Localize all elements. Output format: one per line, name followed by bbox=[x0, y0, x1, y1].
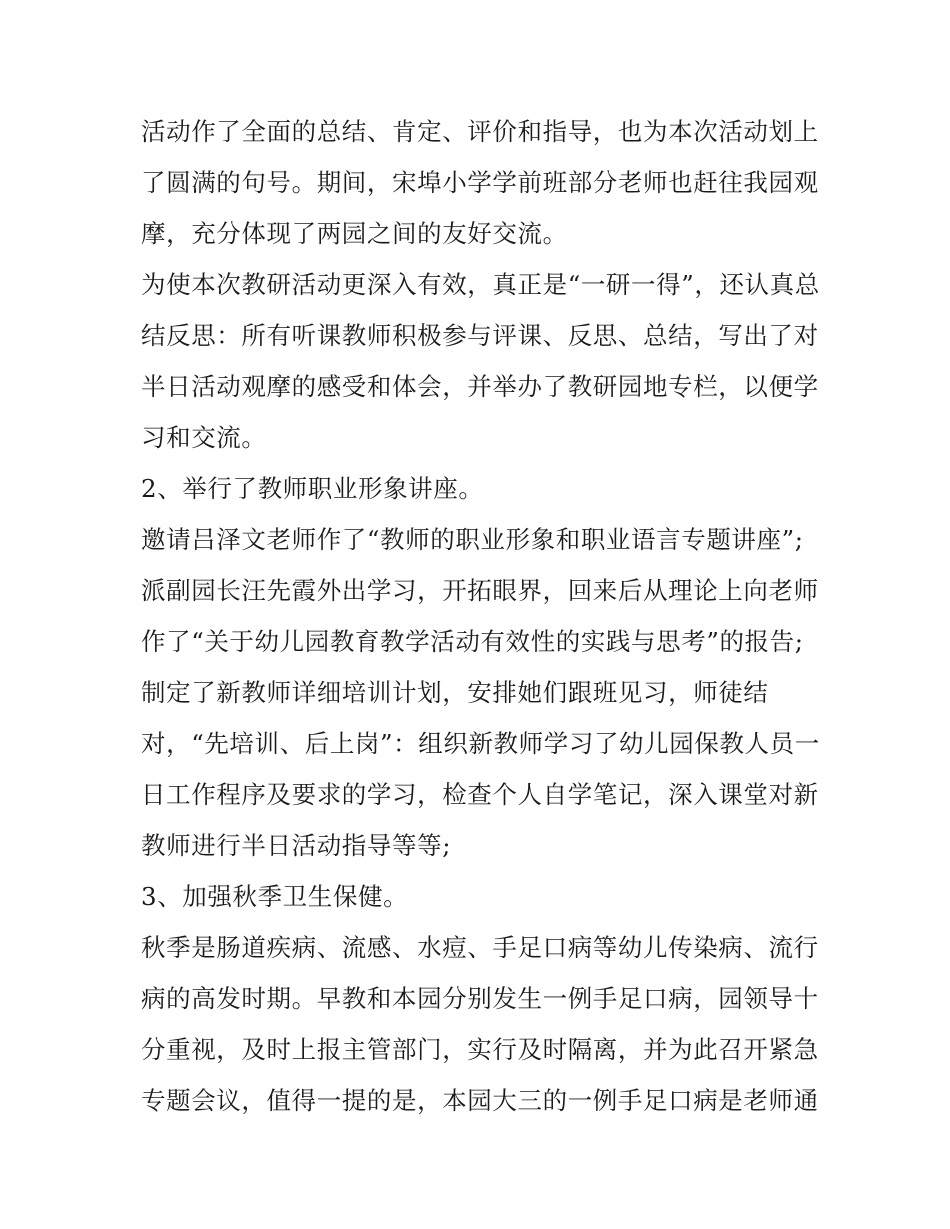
text-line: 病的高发时期。早教和本园分别发生一例手足口病，园领导十 bbox=[141, 984, 819, 1013]
document-body bbox=[141, 106, 821, 1126]
text-line: 教师进行半日活动指导等等; bbox=[141, 831, 452, 860]
text-line: 作了“关于幼儿园教育教学活动有效性的实践与思考”的报告; bbox=[141, 627, 804, 656]
text-line: 习和交流。 bbox=[141, 423, 267, 452]
text-line: 邀请吕泽文老师作了“教师的职业形象和职业语言专题讲座”; bbox=[141, 525, 804, 554]
section-heading: 2、举行了教师职业形象讲座。 bbox=[141, 474, 484, 503]
text-line: 专题会议，值得一提的是，本园大三的一例手足口病是老师通 bbox=[141, 1086, 819, 1115]
text-line: 活动作了全面的总结、肯定、评价和指导，也为本次活动划上 bbox=[141, 117, 819, 146]
text-line: 半日活动观摩的感受和体会，并举办了教研园地专栏，以便学 bbox=[141, 372, 819, 401]
text-line: 了圆满的句号。期间，宋埠小学学前班部分老师也赶往我园观 bbox=[141, 168, 819, 197]
text-line: 秋季是肠道疾病、流感、水痘、手足口病等幼儿传染病、流行 bbox=[141, 933, 819, 962]
text-line: 制定了新教师详细培训计划，安排她们跟班见习，师徒结 bbox=[141, 678, 769, 707]
text-line: 分重视，及时上报主管部门，实行及时隔离，并为此召开紧急 bbox=[141, 1035, 819, 1064]
text-line: 结反思：所有听课教师积极参与评课、反思、总结，写出了对 bbox=[141, 321, 819, 350]
text-line: 日工作程序及要求的学习，检查个人自学笔记，深入课堂对新 bbox=[141, 780, 819, 809]
text-line: 对，“先培训、后上岗”：组织新教师学习了幼儿园保教人员一 bbox=[141, 729, 820, 758]
text-line: 摩，充分体现了两园之间的友好交流。 bbox=[141, 219, 568, 248]
text-line: 为使本次教研活动更深入有效，真正是“一研一得”，还认真总 bbox=[141, 270, 820, 299]
section-heading: 3、加强秋季卫生保健。 bbox=[141, 882, 409, 911]
text-line: 派副园长汪先霞外出学习，开拓眼界，回来后从理论上向老师 bbox=[141, 576, 819, 605]
